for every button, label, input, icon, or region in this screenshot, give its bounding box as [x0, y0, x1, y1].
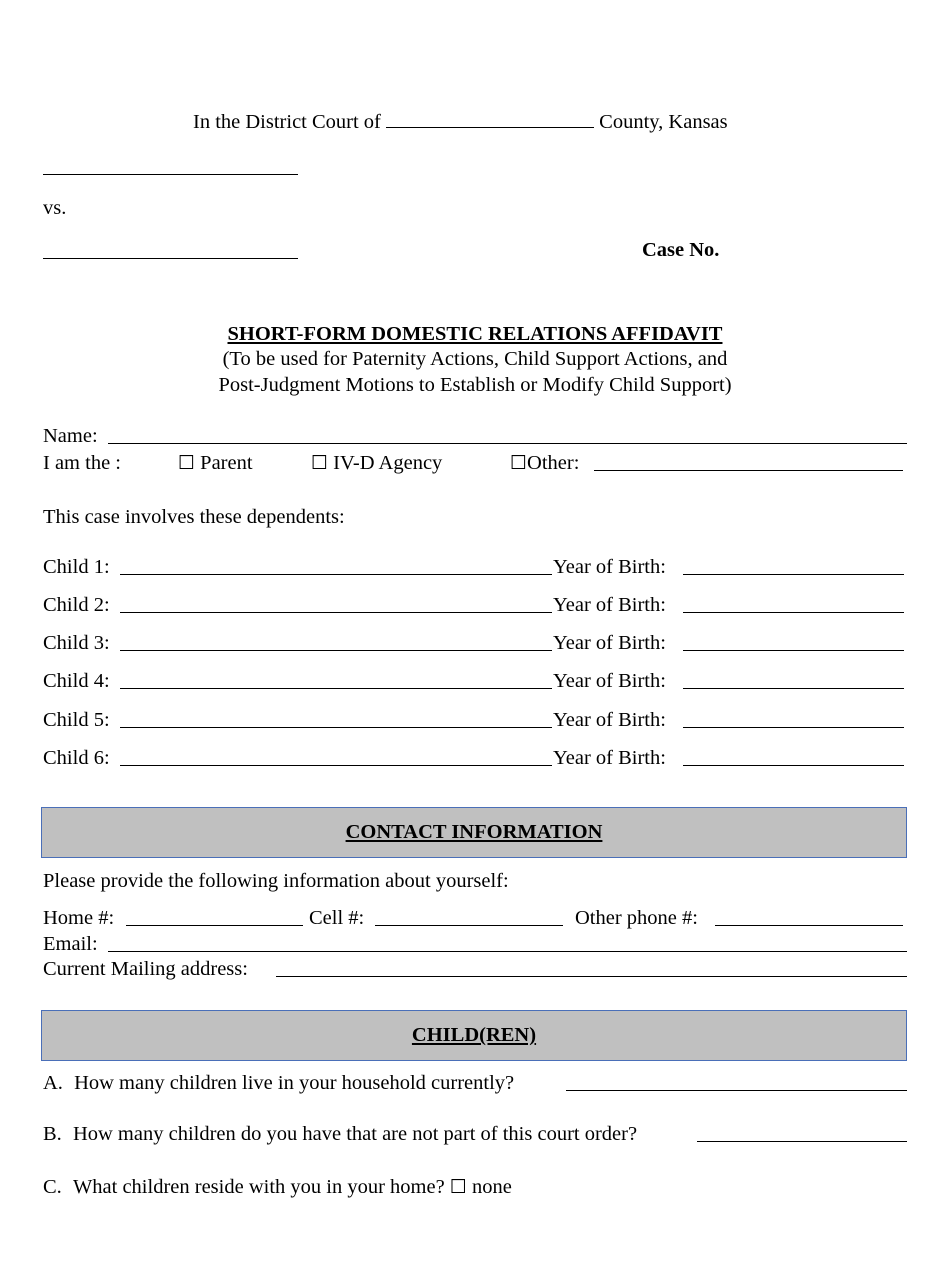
none-label: none: [471, 1176, 512, 1198]
child-6-year-label: Year of Birth:: [553, 747, 666, 769]
child-2-year-label: Year of Birth:: [553, 594, 666, 616]
other-checkbox[interactable]: ☐: [510, 452, 528, 474]
question-a-text: How many children live in your household currently?: [74, 1072, 515, 1094]
ivd-checkbox[interactable]: ☐: [311, 452, 329, 474]
case-number-label: Case No.: [642, 239, 720, 261]
email-label: Email:: [43, 933, 98, 955]
child-5-year-label: Year of Birth:: [553, 709, 666, 731]
child-6-label: Child 6:: [43, 747, 110, 769]
question-c: [43, 1175, 512, 1200]
question-a-field[interactable]: [566, 1090, 907, 1091]
dependents-intro: This case involves these dependents:: [43, 506, 345, 528]
child-4-year-field[interactable]: [683, 688, 904, 689]
defendant-field[interactable]: [43, 258, 298, 259]
vs-label: vs.: [43, 197, 67, 219]
question-b-text: How many children do you have that are not part of this court order?: [72, 1123, 638, 1145]
role-label: I am the :: [43, 452, 121, 474]
child-6-field[interactable]: [120, 765, 552, 766]
other-field[interactable]: [594, 470, 903, 471]
cell-phone-field[interactable]: [375, 925, 563, 926]
email-field[interactable]: [108, 951, 907, 952]
role-option-ivd[interactable]: [311, 451, 442, 476]
child-6-year-field[interactable]: [683, 765, 904, 766]
form-title: SHORT-FORM DOMESTIC RELATIONS AFFIDAVIT: [227, 323, 723, 345]
child-5-field[interactable]: [120, 727, 552, 728]
question-b: [43, 1122, 637, 1147]
child-5-label: Child 5:: [43, 709, 110, 731]
ivd-label: IV-D Agency: [333, 452, 443, 474]
mailing-address-label: Current Mailing address:: [43, 958, 248, 980]
question-a-letter: A.: [43, 1072, 63, 1094]
other-label: Other:: [527, 452, 580, 474]
plaintiff-field[interactable]: [43, 174, 298, 175]
child-3-year-field[interactable]: [683, 650, 904, 651]
child-1-year-field[interactable]: [683, 574, 904, 575]
contact-section-header: CONTACT INFORMATION: [41, 807, 907, 858]
role-option-parent[interactable]: [178, 451, 253, 476]
court-line: [193, 110, 728, 135]
other-phone-label: Other phone #:: [575, 907, 698, 929]
question-c-letter: C.: [43, 1176, 62, 1198]
name-field[interactable]: [108, 443, 907, 444]
role-option-other[interactable]: [510, 451, 579, 476]
child-3-year-label: Year of Birth:: [553, 632, 666, 654]
children-section-header: CHILD(REN): [41, 1010, 907, 1061]
form-subtitle-1: (To be used for Paternity Actions, Child Support Actions, and: [222, 348, 728, 370]
child-2-field[interactable]: [120, 612, 552, 613]
other-phone-field[interactable]: [715, 925, 903, 926]
name-label: Name:: [43, 425, 98, 447]
child-2-year-field[interactable]: [683, 612, 904, 613]
form-subtitle-2: Post-Judgment Motions to Establish or Modify Child Support): [218, 374, 732, 396]
court-prefix: In the District Court of: [193, 111, 381, 133]
mailing-address-field[interactable]: [276, 976, 907, 977]
child-4-field[interactable]: [120, 688, 552, 689]
cell-phone-label: Cell #:: [309, 907, 365, 929]
home-phone-field[interactable]: [126, 925, 303, 926]
child-3-label: Child 3:: [43, 632, 110, 654]
contact-intro: Please provide the following information about yourself:: [43, 870, 509, 892]
question-b-field[interactable]: [697, 1141, 907, 1142]
child-4-year-label: Year of Birth:: [553, 670, 666, 692]
court-suffix: County, Kansas: [599, 111, 728, 133]
child-1-field[interactable]: [120, 574, 552, 575]
parent-checkbox[interactable]: ☐: [178, 452, 196, 474]
none-checkbox[interactable]: ☐: [449, 1176, 467, 1198]
question-c-text: What children reside with you in your home?: [72, 1176, 445, 1198]
child-5-year-field[interactable]: [683, 727, 904, 728]
child-3-field[interactable]: [120, 650, 552, 651]
question-a: [43, 1071, 514, 1096]
child-4-label: Child 4:: [43, 670, 110, 692]
child-2-label: Child 2:: [43, 594, 110, 616]
child-1-year-label: Year of Birth:: [553, 556, 666, 578]
child-1-label: Child 1:: [43, 556, 110, 578]
question-b-letter: B.: [43, 1123, 62, 1145]
parent-label: Parent: [200, 452, 253, 474]
home-phone-label: Home #:: [43, 907, 115, 929]
county-field[interactable]: [386, 126, 594, 128]
